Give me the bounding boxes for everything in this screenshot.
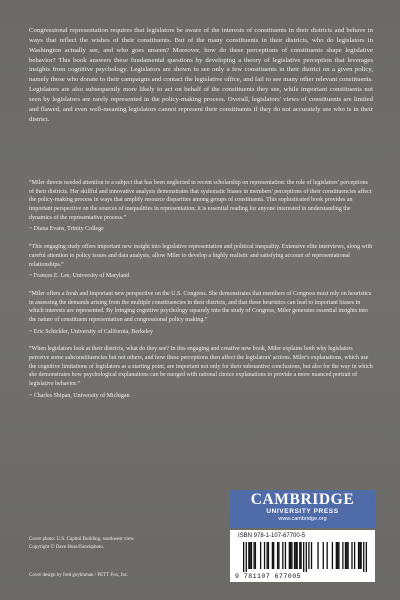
cover-photo-credit: Cover photo: U.S. Capitol Building, southwest view. xyxy=(29,537,135,542)
barcode-bar xyxy=(363,542,364,572)
barcode-bar xyxy=(347,542,348,569)
barcode-bar xyxy=(268,542,269,569)
cover-credits xyxy=(29,536,209,551)
barcode-bar xyxy=(311,542,312,569)
barcode-bar xyxy=(358,542,359,569)
endorsement-attribution: ~ Eric Schickler, University of California, Berkeley xyxy=(29,328,153,335)
cover-design-credit: Cover design by fred goykhman / PETT Fox, Inc. xyxy=(29,573,129,578)
barcode-bar xyxy=(332,542,333,569)
barcode-digits: 9 781107 677005 xyxy=(235,573,302,580)
barcode-bar xyxy=(272,542,273,569)
barcode-bar xyxy=(366,542,367,572)
endorsement-text: “When legislators look at their districts, what do they see? In this engaging and creative new book, Miler explains both why legislators perceive some subconstituencies but not others, and how these perceptions then affect the legislators' actions. Miler's explanations, which use the cognitive limitations of legislators as a starting point, are important not only for their substantive conclusions, but also for the way in which she demonstrates how psychological explanations can be merged with rational choice explanations to provide a more nuanced portrait of legislative behavior.” xyxy=(29,346,373,388)
publisher-url: www.cambridge.org xyxy=(278,516,327,523)
barcode-bar xyxy=(351,542,352,569)
barcode-bar xyxy=(345,542,346,569)
barcode-bar xyxy=(243,542,244,572)
barcode-bar xyxy=(346,542,347,569)
barcode-bar xyxy=(300,542,301,569)
endorsement-attribution: ~ Frances E. Lee, University of Maryland xyxy=(29,273,130,280)
book-description: Congressional representation requires that legislators be aware of the interests of constituents in their districts and behave in ways that reflect the wishes of their constituents. But of the many constituents in their districts, who do legislators in Washington actually see, and who goes unseen? Moreover, how do these perceptions of constituents shape legislative behavior? This book answers these fundamental questions by developing a theory of legislative perception that leverages insights from cognitive psychology. Legislators are shown to see only a few constituents in their district on a given policy, namely those who donate to their campaigns and contact the legislative office, and fail to see many other relevant constituents. Legislators are also subsequently more likely to act on behalf of the constituents they see, while important constituents not seen by legislators are rarely represented in the policy-making process. Overall, legislators' views of constituents are limited and flawed, and even well-meaning legislators cannot represent their constituents if they do not accurately see who is in their district. xyxy=(29,27,373,123)
barcode xyxy=(243,542,367,572)
endorsement-3 xyxy=(29,290,373,336)
barcode-bar xyxy=(317,542,318,569)
barcode-bar xyxy=(336,542,337,569)
barcode-bar xyxy=(285,542,286,569)
barcode-bar xyxy=(273,542,274,569)
endorsement-text: “Miler directs needed attention to a subject that has been neglected in recent scholarship on representation: the role of legislators' perceptions of their districts. Her skillful and innovative analysis demonstrates that systematic biases in members' perceptions of their constituencies affect the policy-making process in ways that amplify resource disparities among groups of constituents. This sophisticated book provides an important perspective on the sources of inequalities in representation; it is essential reading for anyone interested in understanding the dynamics of the representative process.” xyxy=(29,180,372,221)
isbn-label: ISBN 978-1-107-67700-5 xyxy=(238,533,306,539)
barcode-bar xyxy=(337,542,338,569)
barcode-bar xyxy=(303,542,304,572)
barcode-bar xyxy=(289,542,290,569)
barcode-bar xyxy=(255,542,256,569)
barcode-bar xyxy=(338,542,339,569)
barcode-bar xyxy=(327,542,328,569)
endorsement-2 xyxy=(29,243,373,281)
copyright-line: Copyright © Dave Huss/iStockphoto. xyxy=(29,544,105,550)
barcode-bar xyxy=(277,542,278,569)
publisher-logo xyxy=(230,490,375,528)
barcode-bar xyxy=(282,542,283,569)
barcode-bar xyxy=(294,542,295,569)
endorsement-1 xyxy=(29,179,373,234)
endorsement-text: “This engaging study offers important new insight into legislative representation and political inequality. Extensive elite interviews, along with careful attention to policy issues and data analysis, allow Miler to develop a highly realistic and satisfying account of representational relationships.” xyxy=(29,244,373,268)
endorsement-text: “Miler offers a fresh and important new perspective on the U.S. Congress. She demonstrates that members of Congress must rely on heuristics in assessing the demands arising from the multiple constituencies in their districts, and that these heuristics can lead to important biases in which interests are represented. By bringing cognitive psychology squarely into the study of Congress, Miler generates essential insights into the nature of constituent representation and congressional policy making.” xyxy=(29,290,372,323)
barcode-bar xyxy=(250,542,251,569)
endorsement-4 xyxy=(29,345,373,400)
barcode-bar xyxy=(306,542,307,572)
barcode-bar xyxy=(359,542,360,569)
barcode-bar xyxy=(360,542,361,569)
barcode-bar xyxy=(342,542,343,569)
endorsements xyxy=(29,179,373,409)
barcode-bar xyxy=(295,542,296,569)
barcode-bar xyxy=(248,542,249,569)
barcode-bar xyxy=(246,542,247,572)
barcode-bar xyxy=(290,542,291,569)
barcode-bar xyxy=(323,542,324,569)
barcode-bar xyxy=(297,542,298,569)
publisher-name: CAMBRIDGE xyxy=(250,491,355,508)
publisher-subtitle: UNIVERSITY PRESS xyxy=(266,508,339,516)
barcode-bar xyxy=(251,542,252,569)
endorsement-attribution: ~ Charles Shipan, University of Michigan xyxy=(29,392,130,399)
barcode-bar xyxy=(253,542,254,569)
isbn-barcode-block xyxy=(230,530,375,582)
barcode-bar xyxy=(266,542,267,569)
barcode-bar xyxy=(278,542,279,569)
barcode-bar xyxy=(264,542,265,569)
barcode-bar xyxy=(308,542,309,569)
barcode-bar xyxy=(260,542,261,569)
barcode-bar xyxy=(299,542,300,569)
barcode-bar xyxy=(354,542,355,569)
barcode-bar xyxy=(291,542,292,569)
endorsement-attribution: ~ Diana Evans, Trinity College xyxy=(29,226,104,233)
